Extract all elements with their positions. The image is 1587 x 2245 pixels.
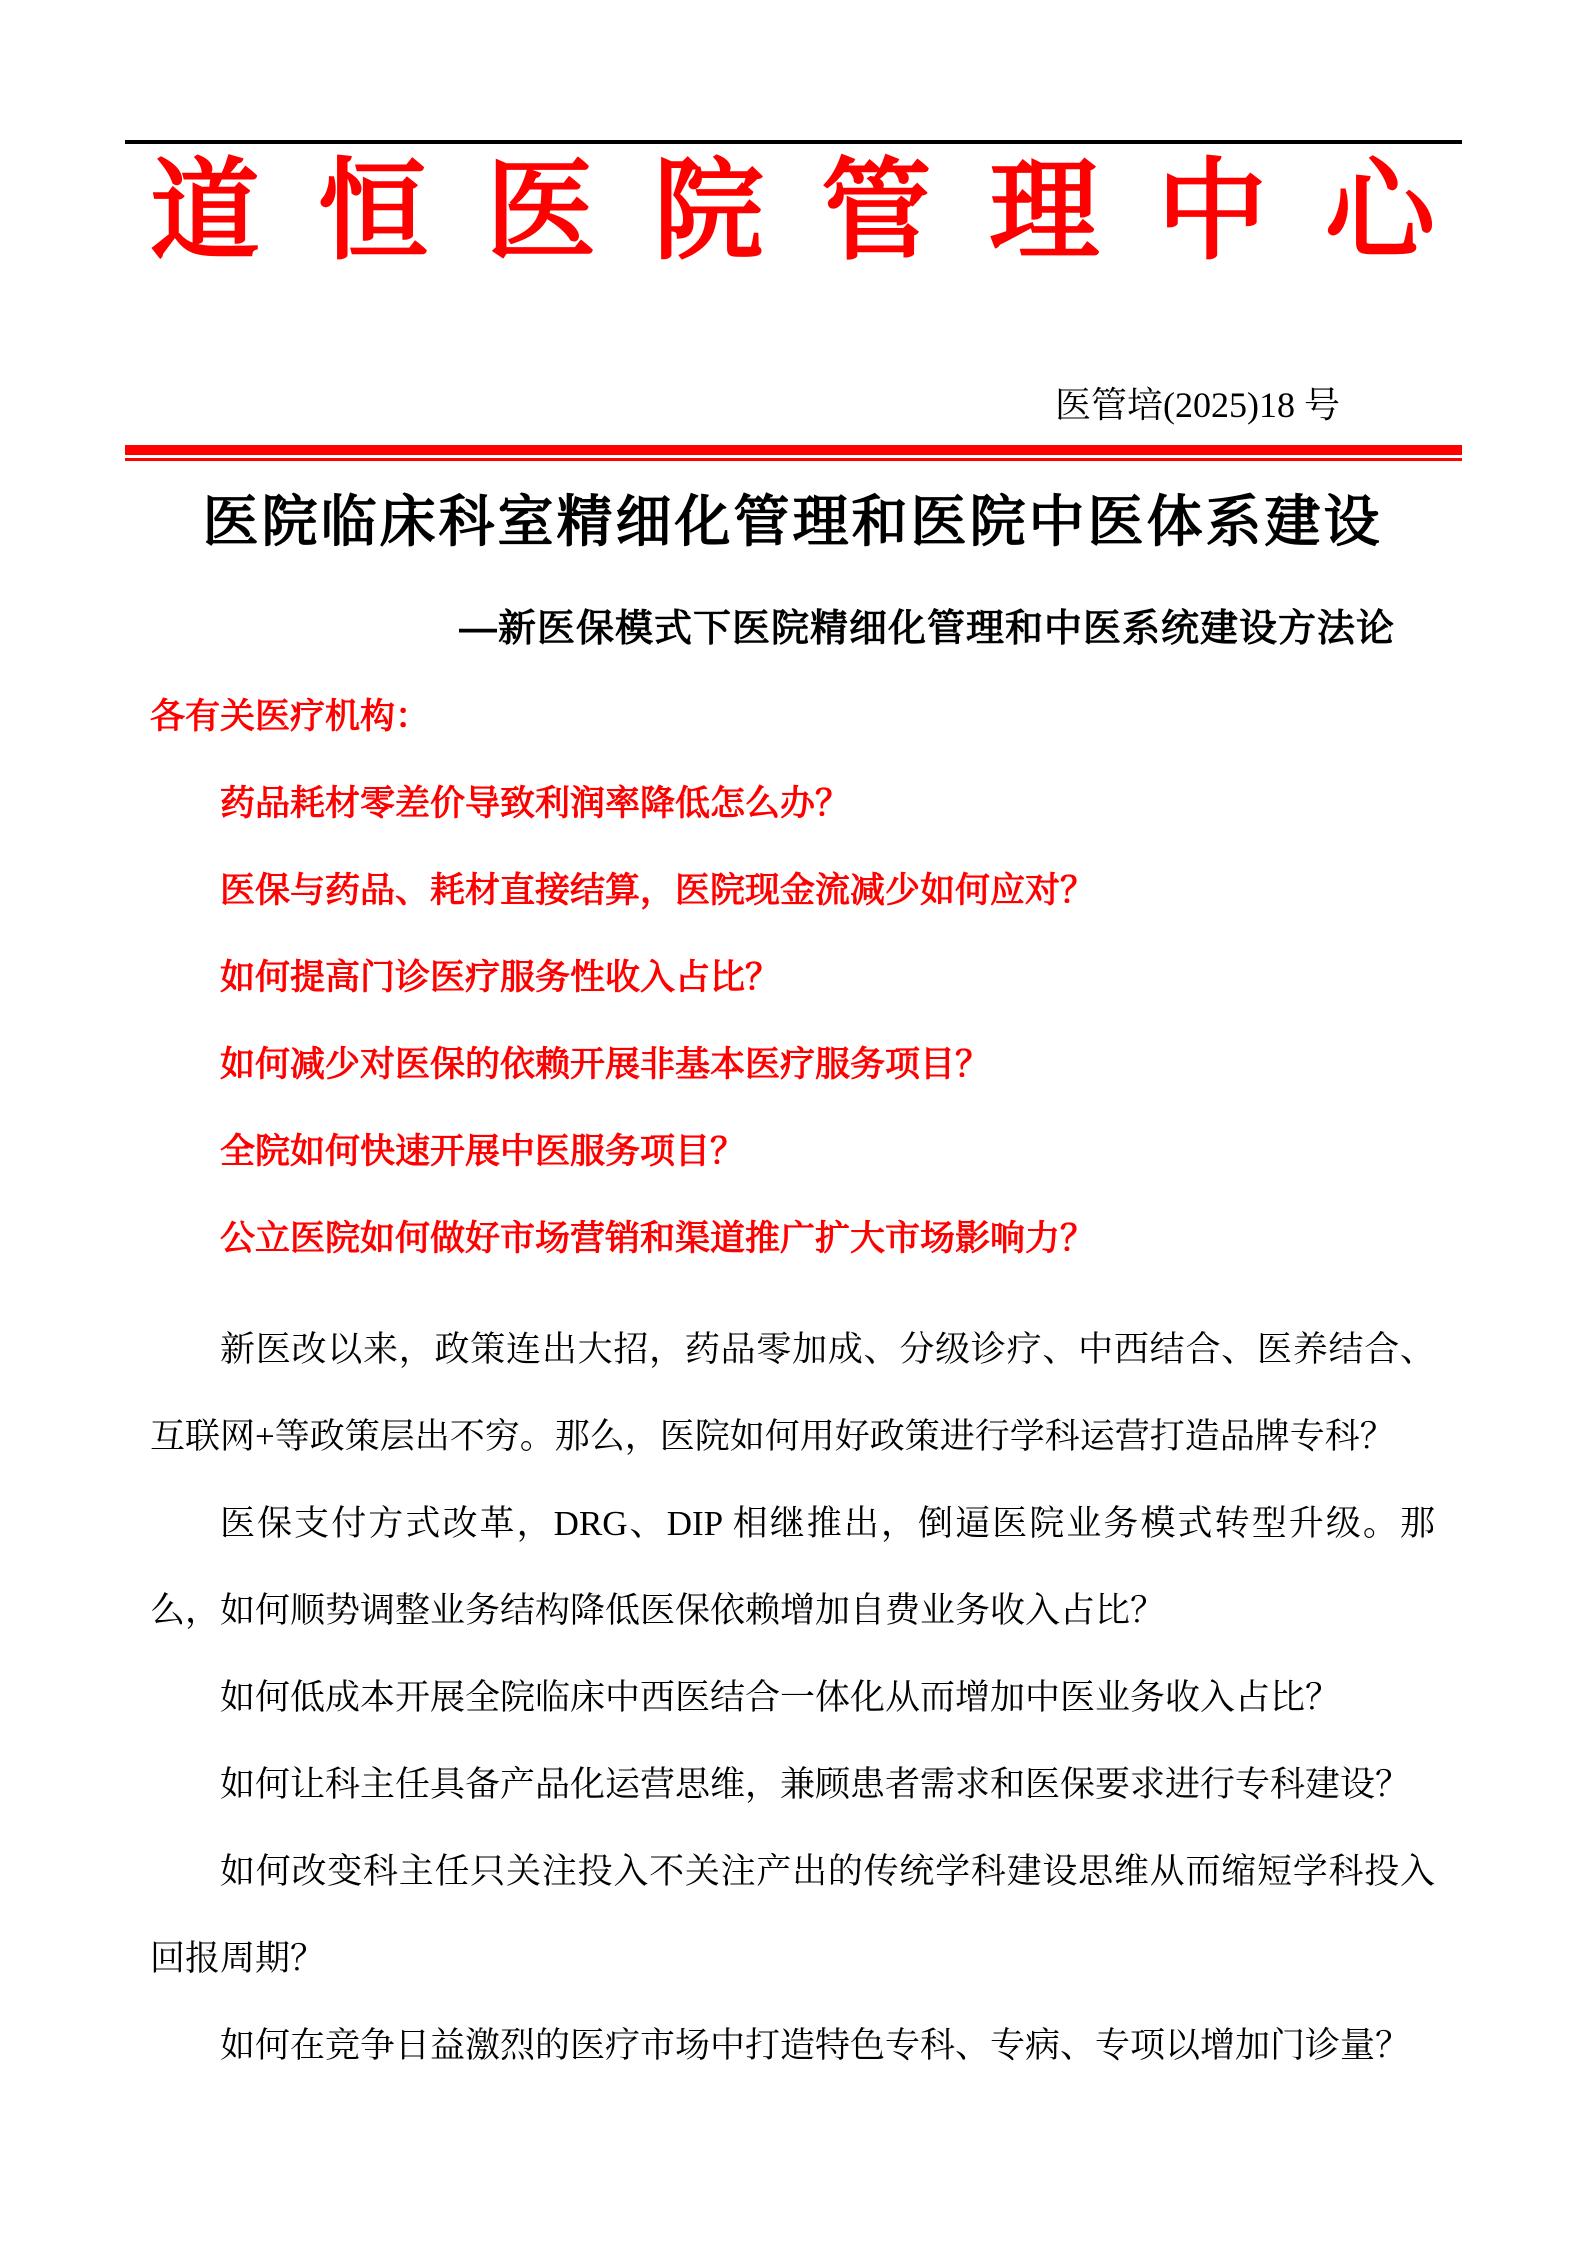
red-question-5: 全院如何快速开展中医服务项目？ — [220, 1132, 746, 1172]
body-paragraph-6: 如何在竞争日益激烈的医疗市场中打造特色专科、专病、专项以增加门诊量？ — [220, 2026, 1411, 2066]
red-question-1: 药品耗材零差价导致利润率降低怎么办？ — [220, 784, 851, 824]
masthead-org-title: 道恒医院管理中心 — [150, 150, 1435, 273]
red-question-2: 医保与药品、耗材直接结算，医院现金流减少如何应对？ — [220, 871, 1096, 911]
body-paragraph-5: 如何改变科主任只关注投入不关注产出的传统学科建设思维从而缩短学科投入回报周期？ — [150, 1852, 1435, 1979]
document-content — [0, 490, 1587, 2089]
document-title: 医院临床科室精细化管理和医院中医体系建设 — [202, 490, 1383, 554]
document-subtitle: —新医保模式下医院精细化管理和中医系统建设方法论 — [458, 608, 1395, 651]
red-question-6: 公立医院如何做好市场营销和渠道推广扩大市场影响力？ — [220, 1219, 1096, 1259]
body-paragraphs — [150, 1306, 1435, 2089]
top-divider-line — [125, 140, 1462, 144]
red-question-4: 如何减少对医保的依赖开展非基本医疗服务项目？ — [220, 1045, 991, 1085]
document-body — [150, 673, 1435, 2089]
body-paragraph-1: 新医改以来，政策连出大招，药品零加成、分级诊疗、中西结合、医养结合、互联网+等政策层出不穷。那么，医院如何用好政策进行学科运营打造品牌专科？ — [150, 1330, 1435, 1457]
body-paragraph-3: 如何低成本开展全院临床中西医结合一体化从而增加中医业务收入占比？ — [220, 1678, 1341, 1718]
red-divider-thick-line — [125, 445, 1462, 455]
body-paragraph-4: 如何让科主任具备产品化运营思维，兼顾患者需求和医保要求进行专科建设？ — [220, 1765, 1411, 1805]
red-double-divider — [125, 445, 1462, 461]
body-paragraph-2: 医保支付方式改革，DRG、DIP 相继推出，倒逼医院业务模式转型升级。那么，如何顺势调整业务结构降低医保依赖增加自费业务收入占比？ — [150, 1504, 1435, 1631]
red-divider-thin-line — [125, 458, 1462, 461]
masthead-section — [0, 150, 1587, 425]
red-question-3: 如何提高门诊医疗服务性收入占比？ — [220, 958, 781, 998]
doc-number: 医管培(2025)18 号 — [1055, 384, 1340, 425]
salutation: 各有关医疗机构： — [150, 697, 431, 737]
